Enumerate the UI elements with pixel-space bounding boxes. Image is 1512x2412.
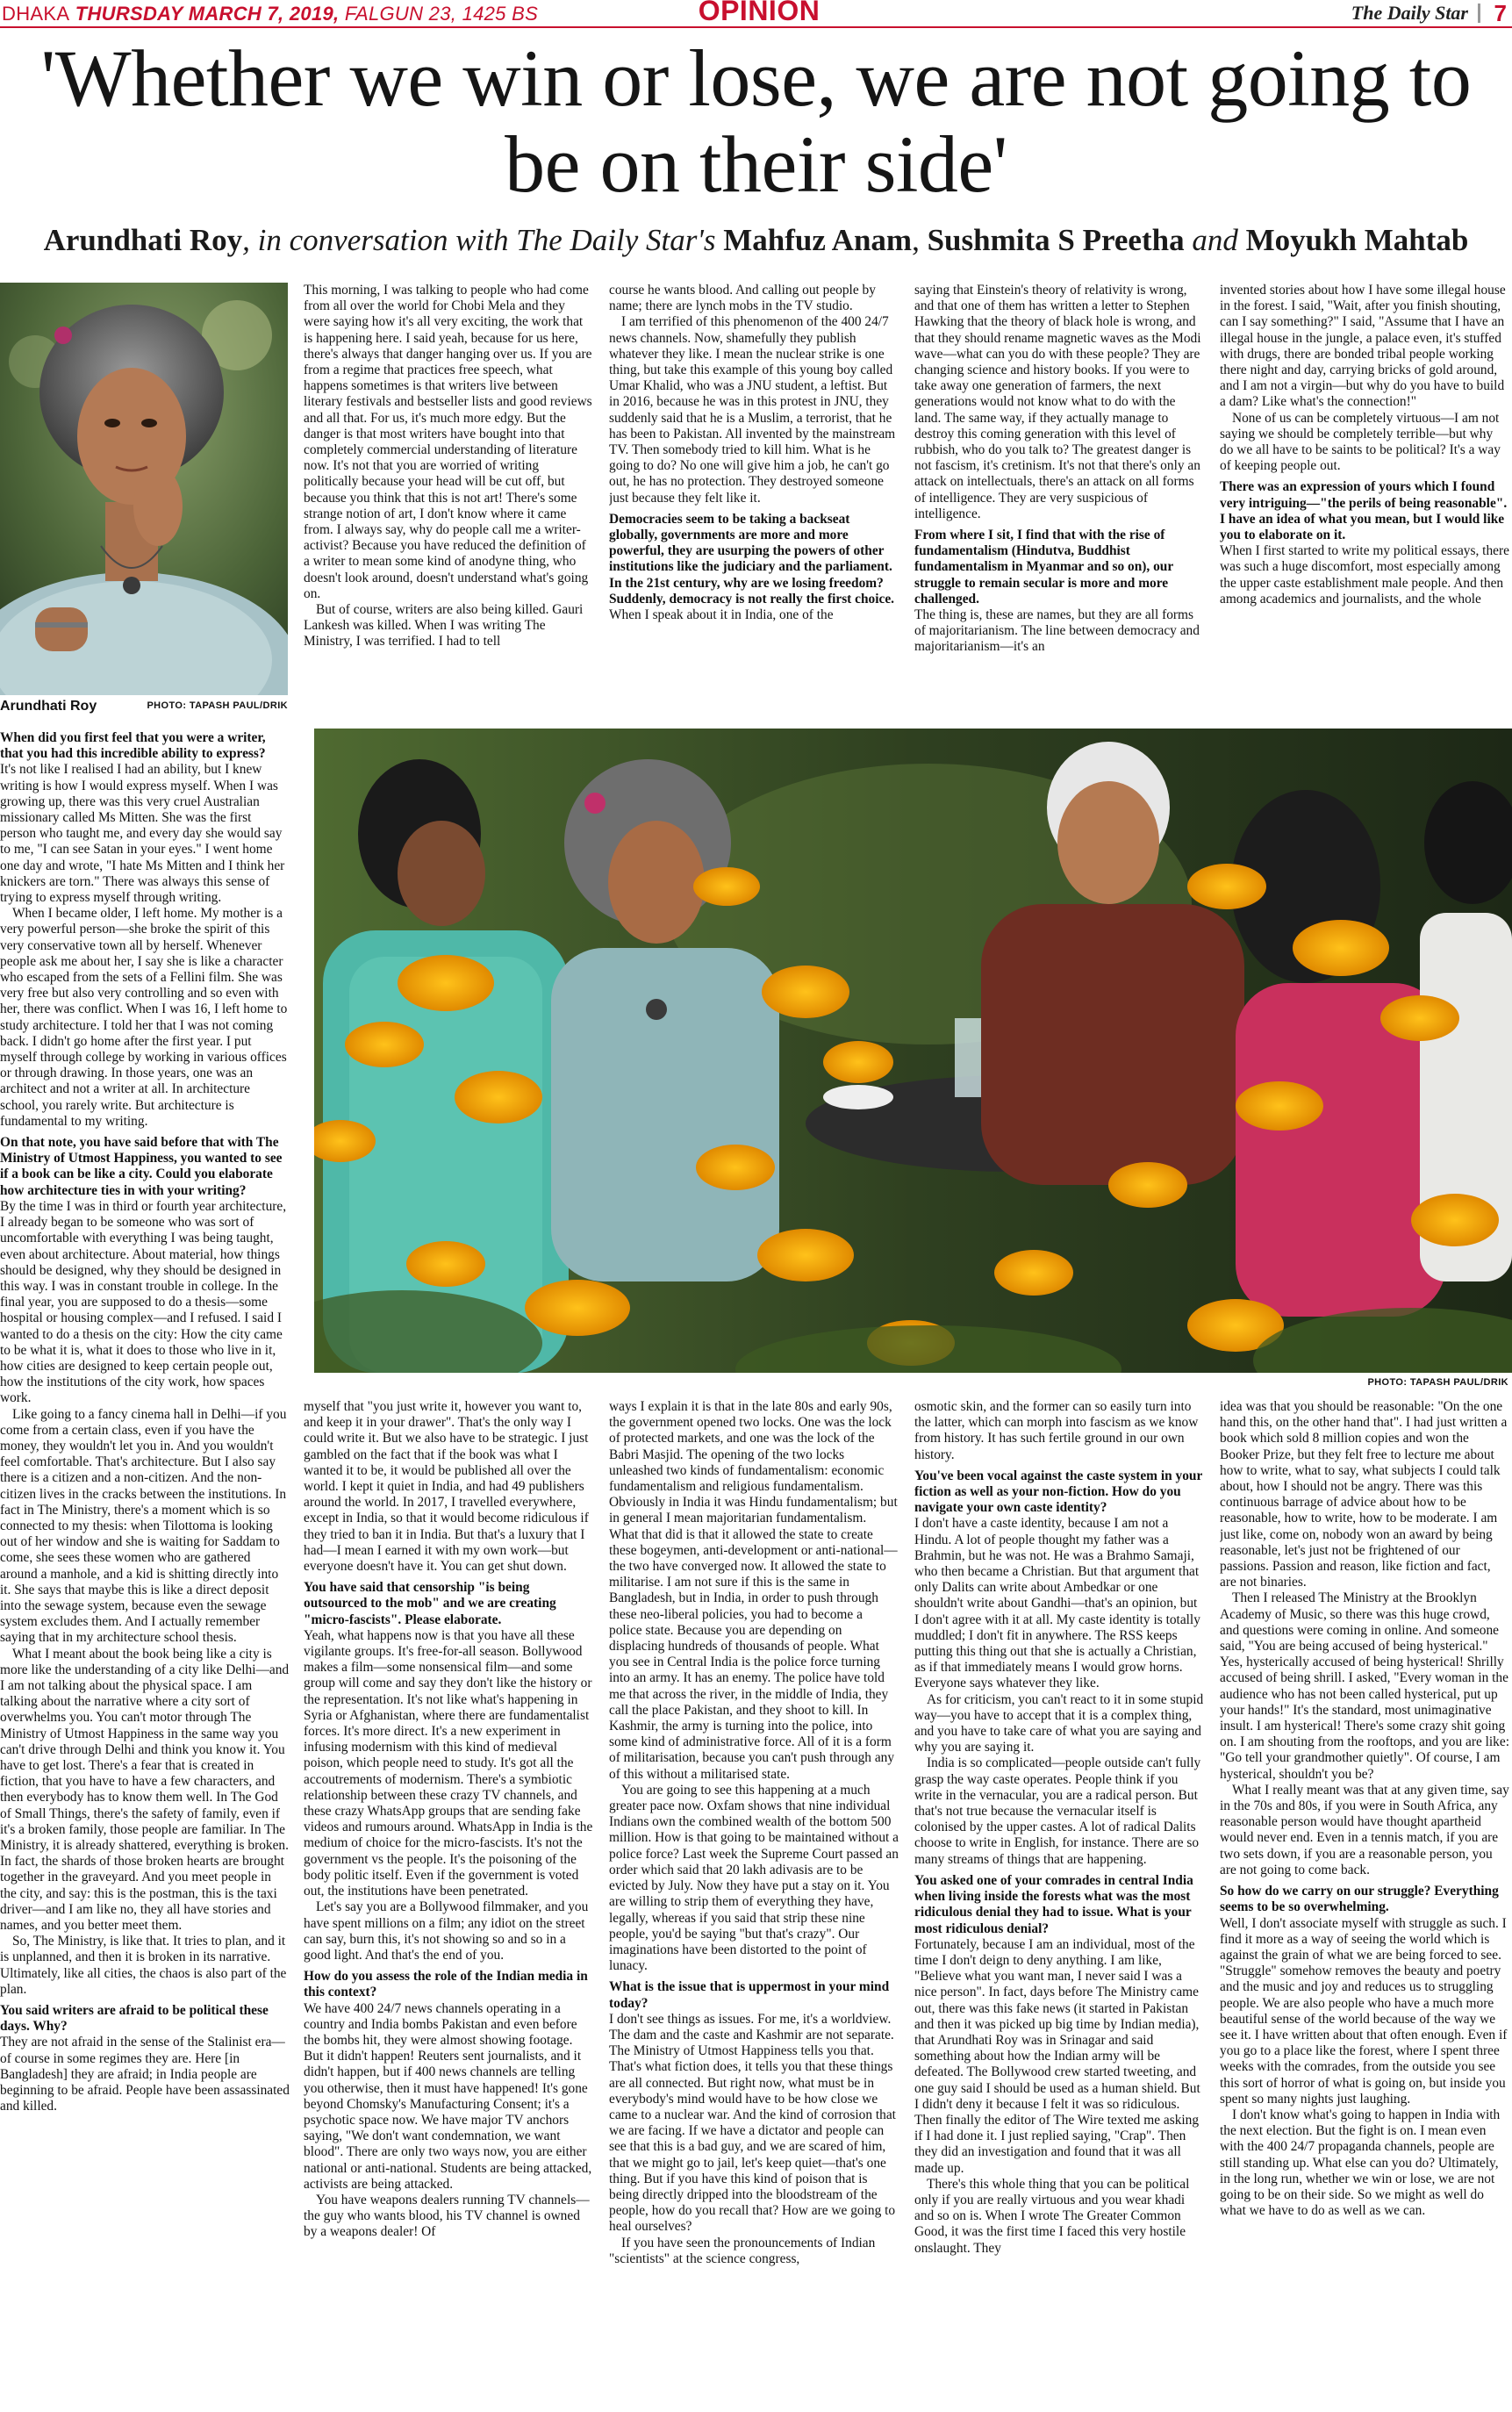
portrait-caption-name: Arundhati Roy — [0, 699, 97, 714]
article-paragraph: myself that "you just write it, however you want to, and keep it in your drawer". That's the only way I could write it. But we also have to be strategic. I just gambled on the fact that if the book was what I wanted it to be, it would be published all over the world. I kept it quiet in India, and had 49 publishers around the world. In 2017, I travelled everywhere, except in India, so that it would become ridiculous if they tried to ban it in India. But that's a luxury that I had—I mean I earned it with my own work—but everyone doesn't have it. You can get shut down. — [304, 1399, 589, 1575]
article-paragraph: India is so complicated—people outside can't fully grasp the way caste operates. People think if you write in the vernacular, you are a radical person. But that's not true because the vernacular itself is colonised by the upper castes. A lot of radical Dalits choose to write in English, for instance. There are so many streams of things that are happening. — [914, 1755, 1201, 1867]
article-paragraph: This morning, I was talking to people who had come from all over the world for Chobi Mela and they were saying how it's all very exciting, the work that is happening here. I said yeah, because for us here, there's always that danger hanging over us. If you are from a regime that practices free speech, what happens sometimes is that writers live between literary festivals and bestseller lists and good reviews and all that. For us, it's much more edgy. But the danger is that most writers have bought into that completely commercial understanding of literature now. It's not that you are worried of writing politically because your head will be cut off, but because you think that this is not art! There's some strange notion of art, I don't know where it came from. I always say, why do people call me a writer-activist? Because you have reduced the definition of a writer to mean some kind of anodyne thing, who doesn't look around, doesn't understand what's going on. — [304, 283, 592, 601]
article-paragraph: What I meant about the book being like a city is more like the understanding of a city like Delhi—and I am not talking about the physical space. I am talking about the narrative where a city sort of overwhelms you. You can't motor through The Ministry of Utmost Happiness in the same way you can't drive through Delhi and think you know it. You have to get lost. There's a fear that is created in fiction, that you have to have a few characters, and then everybody has to know them well. In The God of Small Things, there's the safety of family, even if it's a broken family, those people are familiar. In The Ministry, it is already shattered, everything is broken. In fact, the shards of those broken hearts are brought together in the graveyard. And you meet people in the city, and say: this is the postman, this is the taxi driver—and I am like no, they all have stories and names, and you better meet them. — [0, 1646, 290, 1934]
masthead-rule — [0, 26, 1512, 28]
byline — [0, 223, 1512, 258]
page-separator — [1478, 4, 1480, 23]
article-paragraph: But of course, writers are also being killed. Gauri Lankesh was killed. When I was writing The Ministry, I was terrified. I had to tell — [304, 602, 584, 650]
newspaper-brand: The Daily Star — [1351, 2, 1468, 24]
article-paragraph: course he wants blood. And calling out people by name; there are lynch mobs in the TV studio. — [609, 283, 876, 314]
dateline-city: DHAKA — [2, 3, 70, 25]
article-paragraph: As for criticism, you can't react to it in some stupid way—you have to accept that it is a complex thing, and you have to take care of what you are saying and why you are saying it. — [914, 1691, 1204, 1755]
interview-question: From where I sit, I find that with the rise of fundamentalism (Hindutva, Buddhist fundamentalism in Myanmar and so on), our struggle to remain secular is more and more challenged. — [914, 528, 1173, 607]
interview-question: How do you assess the role of the Indian media in this context? — [304, 1969, 588, 2000]
article-paragraph: By the time I was in third or fourth year architecture, I already began to be someone who was sort of uncomfortable with everything I was being taught, even about architecture. About material, how things should be designed, why they should be designed in this way. I was in constant trouble in college. In the final year, you are supposed to do a thesis—some hospital or housing complex—and I refused. I said I wanted to do a thesis on the city: How the city came to be what it is, what it does to those who live in it, how cities are designed to keep certain people out, how the institutions of the city work, how spaces work. — [0, 1198, 287, 1406]
headline: 'Whether we win or lose, we are not going to be on their side' — [40, 33, 1472, 209]
interview-question: You said writers are afraid to be political these days. Why? — [0, 2003, 269, 2035]
article-paragraph: Like going to a fancy cinema hall in Delhi—if you come from a certain class, even if you have the money, they wouldn't let you in. And you wouldn't feel comfortable. That's architecture. But I also say there is a citizen and a non-citizen. And the non-citizen lives in the cracks between the institutions. In fact in The Ministry, there's a moment which is so connected to my thesis: when Tilottoma is looking out of her window and she is waiting for Saddam to come, she sees these women who are gathered around a manhole, and a kid is shitting directly into it. She says that maybe this is like a direct deposit into the sewage system, because even the sewage system excludes them. And I actually remember saying that in my architecture school thesis. — [0, 1406, 287, 1646]
article-paragraph: I don't know what's going to happen in India with the next election. But the fight is on. I mean even with the 400 24/7 propaganda channels, people are still standing up. What else can you do? Ultimately, in the long run, whether we win or lose, we are not going to be on their side. So we might as well do what we have to do as well as we can. — [1220, 2107, 1501, 2219]
article-paragraph: There's this whole thing that you can be political only if you are really virtuous and you wear khadi and so on is. When I wrote The Greater Common Good, it was the first time I faced this very hostile onslaught. They — [914, 2176, 1190, 2256]
article-paragraph: You are going to see this happening at a much greater pace now. Oxfam shows that nine individual Indians own the combined wealth of the bottom 500 million. How is that going to be maintained without a police force? Last week the Supreme Court passed an order which said that 20 lakh adivasis are to be evicted by July. Now they have put a stay on it. You are willing to strip them of everything they have, legally, whereas if you said that strip these nine people, you'd be saying "but that's crazy". Our imaginations have been distorted to the point of lunacy. — [609, 1782, 899, 1974]
interview-question: So how do we carry on our struggle? Everything seems to be so overwhelming. — [1220, 1884, 1499, 1915]
interview-question: There was an expression of yours which I found very intriguing—"the perils of being reasonable". I have an idea of what you mean, but I would like you to elaborate on it. — [1220, 479, 1508, 543]
article-column-top-1 — [304, 283, 593, 718]
article-paragraph: So, The Ministry, is like that. It tries to plan, and it is unplanned, and then it is broken in its narrative. Ultimately, like all cities, the chaos is also part of the plan. — [0, 1934, 287, 1997]
interview-question: On that note, you have said before that with The Ministry of Utmost Happiness, you wanted to see if a book can be like a city. Could you elaborate how architecture ties in with your writing? — [0, 1135, 283, 1198]
article-column-top-3 — [914, 283, 1204, 718]
page-number: 7 — [1494, 0, 1507, 26]
article-paragraph: I don't have a caste identity, because I am not a Hindu. A lot of people thought my father was a Brahmin, but he was not. He was a Brahmo Samaji, who then became a Christian. But that argument that only Dalits can write about Ambedkar or one shouldn't write about Gandhi—that's an opinion, but I don't agree with it at all. My caste identity is totally muddled; I don't fit in anywhere. The RSS keeps putting this thing out that she is actually a Christian, as if that immediately means I would grow horns. Everyone says whatever they like. — [914, 1516, 1200, 1691]
dateline-bangla-date: FALGUN 23, 1425 BS — [344, 3, 539, 25]
byline-interviewer-1: Mahfuz Anam — [723, 223, 913, 257]
masthead — [0, 0, 1512, 32]
article-paragraph: If you have seen the pronouncements of Indian "scientists" at the science congress, — [609, 2235, 876, 2266]
article-paragraph: Let's say you are a Bollywood filmmaker, and you have spent millions on a film; any idiot on the street can say, burn this, it's not showing so and so in a good light. And that's the end of you. — [304, 1899, 589, 1963]
article-paragraph: ways I explain it is that in the late 80s and early 90s, the government opened two locks. One was the lock of protected markets, and one was the lock of the Babri Masjid. The opening of the two locks unleashed two kinds of fundamentalism: economic fundamentalism and religious fundamentalism. Obviously in India it was Hindu fundamentalism; but in general I mean majoritarian fundamentalism. What that did is that it allowed the state to create these bogeymen, anti-development or anti-national—the two have converged now. It allowed the state to militarise. I am not sure if this is the same in Bangladesh, but in India, in order to push through these neo-liberal policies, you had to become a police state. Because you are depending on displacing hundreds of thousands of people. What you see in Central India is the police force turning into an army. It has an enemy. The police have told me that across the river, in the middle of India, they call the place Pakistan, and they shoot to kill. In Kashmir, the army is turning into the police, into some kind of administrative force. All of it is a form of militarisation, because you can't push through any of this without a militarised state. — [609, 1399, 898, 1782]
section-label: OPINION — [689, 0, 829, 25]
article-paragraph: What I really meant was that at any given time, say in the 70s and 80s, if you were in South Africa, any reasonable person would have thought apartheid would never end. Even in a tennis match, if you are two sets down, if you are a reasonable person, you are not going to come back. — [1220, 1782, 1509, 1877]
article-paragraph: Well, I don't associate myself with struggle as such. I find it more as a way of seeing the world which is against the grain of what we are being forced to see. "Struggle" somehow removes the beauty and poetry and the music and joy and reduces us to struggling people. We are also people who have a much more beautiful sense of the world because of the way we see it. I have written about that often enough. Even if you go to a place like the forest, where I spent three weeks with the comrades, from the outside you see this sort of horror of what is going on, but inside you spent so many nights just laughing. — [1220, 1915, 1508, 2107]
interview-question: When did you first feel that you were a writer, that you had this incredible ability to express? — [0, 730, 266, 762]
article-paragraph: When I speak about it in India, one of the — [609, 607, 834, 623]
article-paragraph: The thing is, these are names, but they are all forms of majoritarianism. The line between democracy and majoritarianism—it's an — [914, 607, 1200, 655]
interview-question: You asked one of your comrades in central India when living inside the forests what was the most ridiculous denial they had to issue. What is your most ridiculous denial? — [914, 1872, 1193, 1936]
article-paragraph: When I first started to write my political essays, there was such a huge discomfort, most especially among the upper caste establishment male people. And then among academics and journalists, and the whole — [1220, 543, 1509, 607]
article-paragraph: They are not afraid in the sense of the Stalinist era—of course in some regimes they are. Here [in Bangladesh] they are afraid; in India people are beginning to be afraid. People have been assassinated and killed. — [0, 2035, 290, 2114]
article-paragraph: osmotic skin, and the former can so easily turn into the latter, which can morph into fascism as we know from history. It has such fertile ground in our own history. — [914, 1399, 1199, 1462]
dateline — [2, 3, 538, 25]
article-paragraph: idea was that you should be reasonable: "On the one hand this, on the other hand that". I had just written a book which sold 8 million copies and won the Booker Prize, but they felt free to lecture me about how to write, what to say, what subjects I could talk about, how I should not be angry. There was this continuous barrage of advice about how to be reasonable, how to write, how to be moderate. I am just like, come on, nobody won an award by being reasonable, let's just not be frightened of our passions. Passion and reason, like fiction and fact, are not binaries. — [1220, 1399, 1508, 1590]
article-paragraph: saying that Einstein's theory of relativity is wrong, and that one of them has written a letter to Stephen Hawking that the theory of black hole is wrong, and that they should rename magnetic waves as the Modi wave—what can you do with these people? They are changing science and history books. If you were to take away one generation of farmers, the next generations would not know what to do with the land. The same way, if they actually manage to destroy this coming generation with this level of rubbish, who do you talk to? The greatest danger is not fascism, it's cretinism. It's not that there's only an attack on intellectuals, there's an attack on all forms of intelligence. They are very suspicious of intelligence. — [914, 283, 1201, 521]
interview-question: You've been vocal against the caste system in your fiction as well as your non-fiction. How do you navigate your own caste identity? — [914, 1468, 1203, 1516]
article-paragraph: It's not like I realised I had an ability, but I knew writing is how I would express myself. When I was growing up, there was this very cruel Australian missionary called Ms Mitten. She was the first person who taught me, and every day she would say to me, "I can see Satan in your eyes." I went home one day and wrote, "I hate Ms Mitten and I think her knickers are torn." There was always this sense of trying to express myself through writing. — [0, 762, 285, 906]
article-column-bottom-3 — [914, 1399, 1204, 2408]
byline-interviewer-3: Moyukh Mahtab — [1245, 223, 1469, 257]
dateline-date: THURSDAY MARCH 7, 2019, — [75, 3, 340, 25]
article-paragraph: When I became older, I left home. My mother is a very powerful person—she broke the spirit of this very conservative town all by herself. Whenever people ask me about her, I say she is like a character who escaped from the sets of a Fellini film. She was very free but also very controlling and so even with her, there was conflict. When I was 16, I left home to study architecture. I told her that I was not coming back. I didn't go home after the first year. I put myself through college by working in various offices or through drawing. In those years, one was an architect and not a writer at all. In architecture school, you rarely write. But architecture is fundamental to my writing. — [0, 906, 288, 1129]
interview-question: What is the issue that is uppermost in your mind today? — [609, 1979, 890, 2011]
byline-separator: , — [912, 223, 920, 257]
article-paragraph: None of us can be completely virtuous—I am not saying we should be completely terrible—but why do we all have to be saints to be political? It's a way of keeping people out. — [1220, 410, 1501, 474]
byline-author: Arundhati Roy — [43, 223, 243, 257]
article-paragraph: Fortunately, because I am an individual, most of the time I don't deign to deny anything. I am like, "Believe what you want man, I never said I was a nice person". In fact, days before The Ministry came out, there was this fake news (it started in Pakistan and then it was picked up big time by Indian media), that Arundhati Roy was in Srinagar and said something about how the Indian army will be defeated. The Bollywood crew started tweeting, and one guy said I should be used as a human shield. But I didn't deny it because I felt it was so ridiculous. Then finally the editor of The Wire texted me asking if I had done it. I just replied saying, "Crap". Then they did an investigation and found that it was all made up. — [914, 1936, 1200, 2176]
article-paragraph: Then I released The Ministry at the Brooklyn Academy of Music, so there was this huge crowd, and questions were coming in online. And someone said, "You are being accused of being hysterical." Yes, hysterically accused of being hysterical! Shrilly accused of being shrill. I asked, "Every woman in the audience who has not been called hysterical, put up your hands!" It's the standard, most unimaginative insult. I am hysterical! There's some crazy shit going on. I am shouting from the rooftops, and you are like: "Go tell your grandmother quietly". Of course, I am hysterical, shouldn't you be? — [1220, 1590, 1509, 1782]
article-paragraph: We have 400 24/7 news channels operating in a country and India bombs Pakistan and even before the bombs hit, they were almost showing footage. But it didn't happen! Reuters sent journalists, and it didn't happen, but if 400 news channels are telling you otherwise, then it must have happened! It's gone beyond Chomsky's Manufacturing Consent; it's a psychotic space now. We have major TV anchors saying, "We don't want condemnation, we want blood". There are only two ways now, you are either national or anti-national. Students are being attacked, activists are being attacked. — [304, 2000, 592, 2192]
article-paragraph: I don't see things as issues. For me, it's a worldview. The dam and the caste and Kashmir are not separate. The Ministry of Utmost Happiness tells you that. That's what fiction does, it tells you that these things are all connected. But right now, what must be in everybody's mind would have to be how close we came to a nuclear war. And the kind of corrosion that we are facing. If we have a dictator and people can see that this is a bad guy, and we are scared of him, that we might go to jail, let's keep quiet—that's one thing. But if you have this kind of poison that is being directly dripped into the bloodstream of the people, how do you recall that? How are we going to heal ourselves? — [609, 2011, 896, 2235]
portrait-caption — [0, 699, 288, 716]
portrait-photo-credit: PHOTO: TAPASH PAUL/DRIK — [147, 700, 288, 711]
byline-and: and — [1192, 223, 1238, 257]
article-paragraph: Yeah, what happens now is that you have all these vigilante groups. It's free-for-all season. Bollywood makes a film—some nonsensical film—and some group will come and say they don't like the history or the representation. It's not like what's happening in Syria or Afghanistan, where there are fundamentalist forces. It's more direct. It's a new experiment in infusing modernism with this kind of medieval poison, which people need to study. It's got all the accoutrements of modernism. There's a symbiotic relationship between these crazy TV channels, and these crazy WhatsApp groups that are sending fake videos and rumours around. WhatsApp in India is the medium of choice for the micro-fascists. It's not the government vs the people. It's the poisoning of the body politic itself. Even if the government is voted out, the institutions have been penetrated. — [304, 1627, 593, 1899]
article-paragraph: You have weapons dealers running TV channels—the guy who wants blood, his TV channel is owned by a weapons dealer! Of — [304, 2192, 590, 2240]
article-column-top-2 — [609, 283, 899, 718]
article-paragraph: I am terrified of this phenomenon of the 400 24/7 news channels. Now, shamefully they publish whatever they like. I mean the nuclear strike is one thing, but take this example of this young boy called Umar Khalid, who was a JNU student, a leftist. But in 2016, because he was in this protest in JNU, they suddenly said that he is a Muslim, a terrorist, that he has been to Pakistan. All invented by the mainstream TV. Then somebody tried to kill him. What is he going to do? No one will give him a job, he can't go out, he has no protection. They destroyed someone just because they felt like it. — [609, 314, 896, 506]
group-conversation-photo — [314, 729, 1512, 1373]
article-column-bottom-4 — [1220, 1399, 1509, 2408]
byline-conversation: , in conversation with The Daily Star's — [242, 223, 716, 257]
article-paragraph: invented stories about how I have some illegal house in the forest. I said, "Wait, after you finish shouting, can I say something?" I said, "Assume that I have an illegal house in the jungle, a palace even, it's stuffed with drugs, there are bonded tribal people working there night and day, carrying bricks of gold around, and I am not a virgin—but why do you have to build a dam? Like what's the connection!" — [1220, 283, 1506, 410]
article-column-bottom-1 — [304, 1399, 593, 2408]
interview-question: Democracies seem to be taking a backseat globally, governments are more and more powerful, they are usurping the powers of other institutions like the judiciary and the parliament. In the 21st century, why are we losing freedom? Suddenly, democracy is not really the first choice. — [609, 511, 895, 607]
interview-question: You have said that censorship "is being outsourced to the mob" and we are creating "micro-fascists". Please elaborate. — [304, 1580, 556, 1627]
group-photo-credit: PHOTO: TAPASH PAUL/DRIK — [1367, 1377, 1508, 1388]
article-column-bottom-2 — [609, 1399, 899, 2408]
article-column-top-4 — [1220, 283, 1509, 718]
portrait-photo — [0, 283, 288, 695]
byline-interviewer-2: Sushmita S Preetha — [927, 223, 1185, 257]
article-column-left — [0, 725, 290, 2408]
